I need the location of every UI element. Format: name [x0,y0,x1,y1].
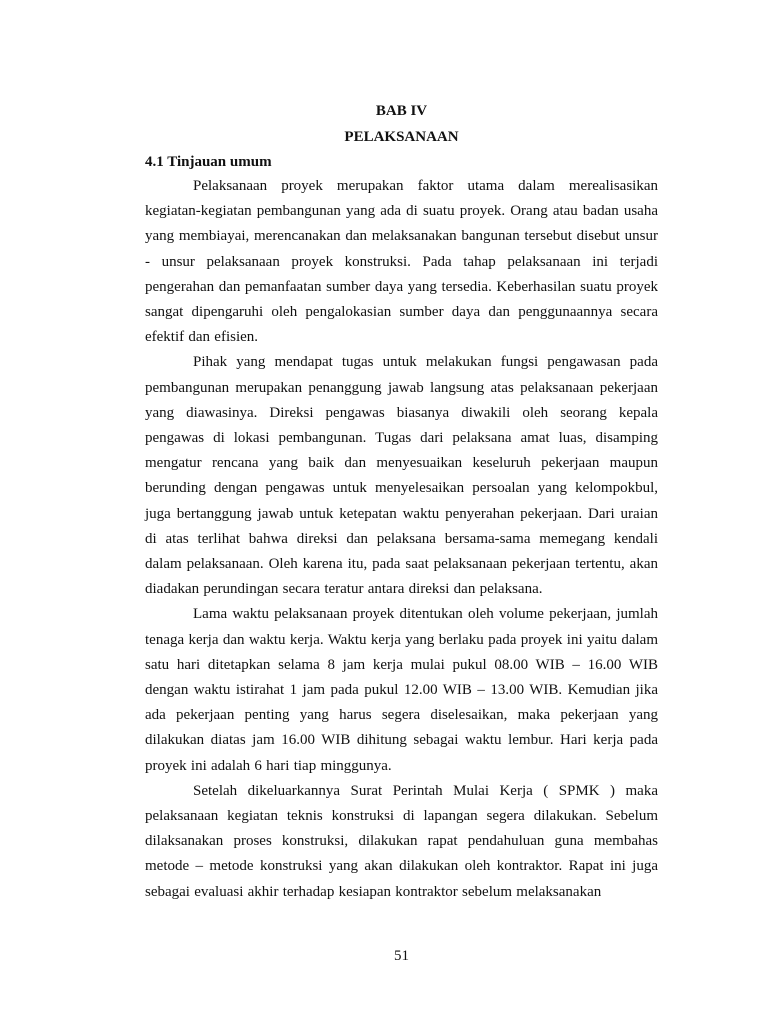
paragraph: Lama waktu pelaksanaan proyek ditentukan oleh volume pekerjaan, jumlah tenaga kerja dan waktu kerja. Waktu kerja yang berlaku pada proyek ini yaitu dalam satu hari ditetapkan selama 8 jam kerja mulai pukul 08.00 WIB – 16.00 WIB dengan waktu istirahat 1 jam pada pukul 12.00 WIB – 13.00 WIB. Kemudian jika ada pekerjaan penting yang harus segera diselesaikan, maka pekerjaan yang dilakukan diatas jam 16.00 WIB dihitung sebagai waktu lembur. Hari kerja pada proyek ini adalah 6 hari tiap minggunya. [145,606,658,774]
paragraph: Pelaksanaan proyek merupakan faktor utama dalam merealisasikan kegiatan-kegiatan pembangunan yang ada di suatu proyek. Orang atau badan usaha yang membiayai, merencanakan dan melaksanakan bangunan tersebut disebut unsur - unsur pelaksanaan proyek konstruksi. Pada tahap pelaksanaan ini terjadi pengerahan dan pemanfaatan sumber daya yang tersedia. Keberhasilan suatu proyek sangat dipengaruhi oleh pengalokasian sumber daya dan penggunaannya secara efektif dan efisien. [145,178,658,346]
paragraph: Pihak yang mendapat tugas untuk melakukan fungsi pengawasan pada pembangunan merupakan penanggung jawab langsung atas pelaksanaan pekerjaan yang diawasinya. Direksi pengawas biasanya diwakili oleh seorang kepala pengawas di lokasi pembangunan. Tugas dari pelaksana amat luas, disamping mengatur rencana yang baik dan menyesuaikan keseluruh pekerjaan maupun berunding dengan pengawas untuk menyelesaikan persoalan yang kelompokbul, juga bertanggung jawab untuk ketepatan waktu penyerahan pekerjaan. Dari uraian di atas terlihat bahwa direksi dan pelaksana bersama-sama memegang kendali dalam pelaksanaan. Oleh karena itu, pada saat pelaksanaan pekerjaan tertentu, akan diadakan perundingan secara teratur antara direksi dan pelaksana. [145,354,658,598]
chapter-title: PELAKSANAAN [344,129,459,145]
page-number: 51 [394,948,409,964]
chapter-number: BAB IV [375,103,428,119]
paragraph: Setelah dikeluarkannya Surat Perintah Mulai Kerja ( SPMK ) maka pelaksanaan kegiatan teknis konstruksi di lapangan segera dilakukan. Sebelum dilaksanakan proses konstruksi, dilakukan rapat pendahuluan guna membahas metode – metode konstruksi yang akan dilakukan oleh kontraktor. Rapat ini juga sebagai evaluasi akhir terhadap kesiapan kontraktor sebelum melaksanakan [145,782,658,900]
document-page [145,0,658,1024]
section-heading: 4.1 Tinjauan umum [145,154,272,170]
document-body [145,174,658,905]
